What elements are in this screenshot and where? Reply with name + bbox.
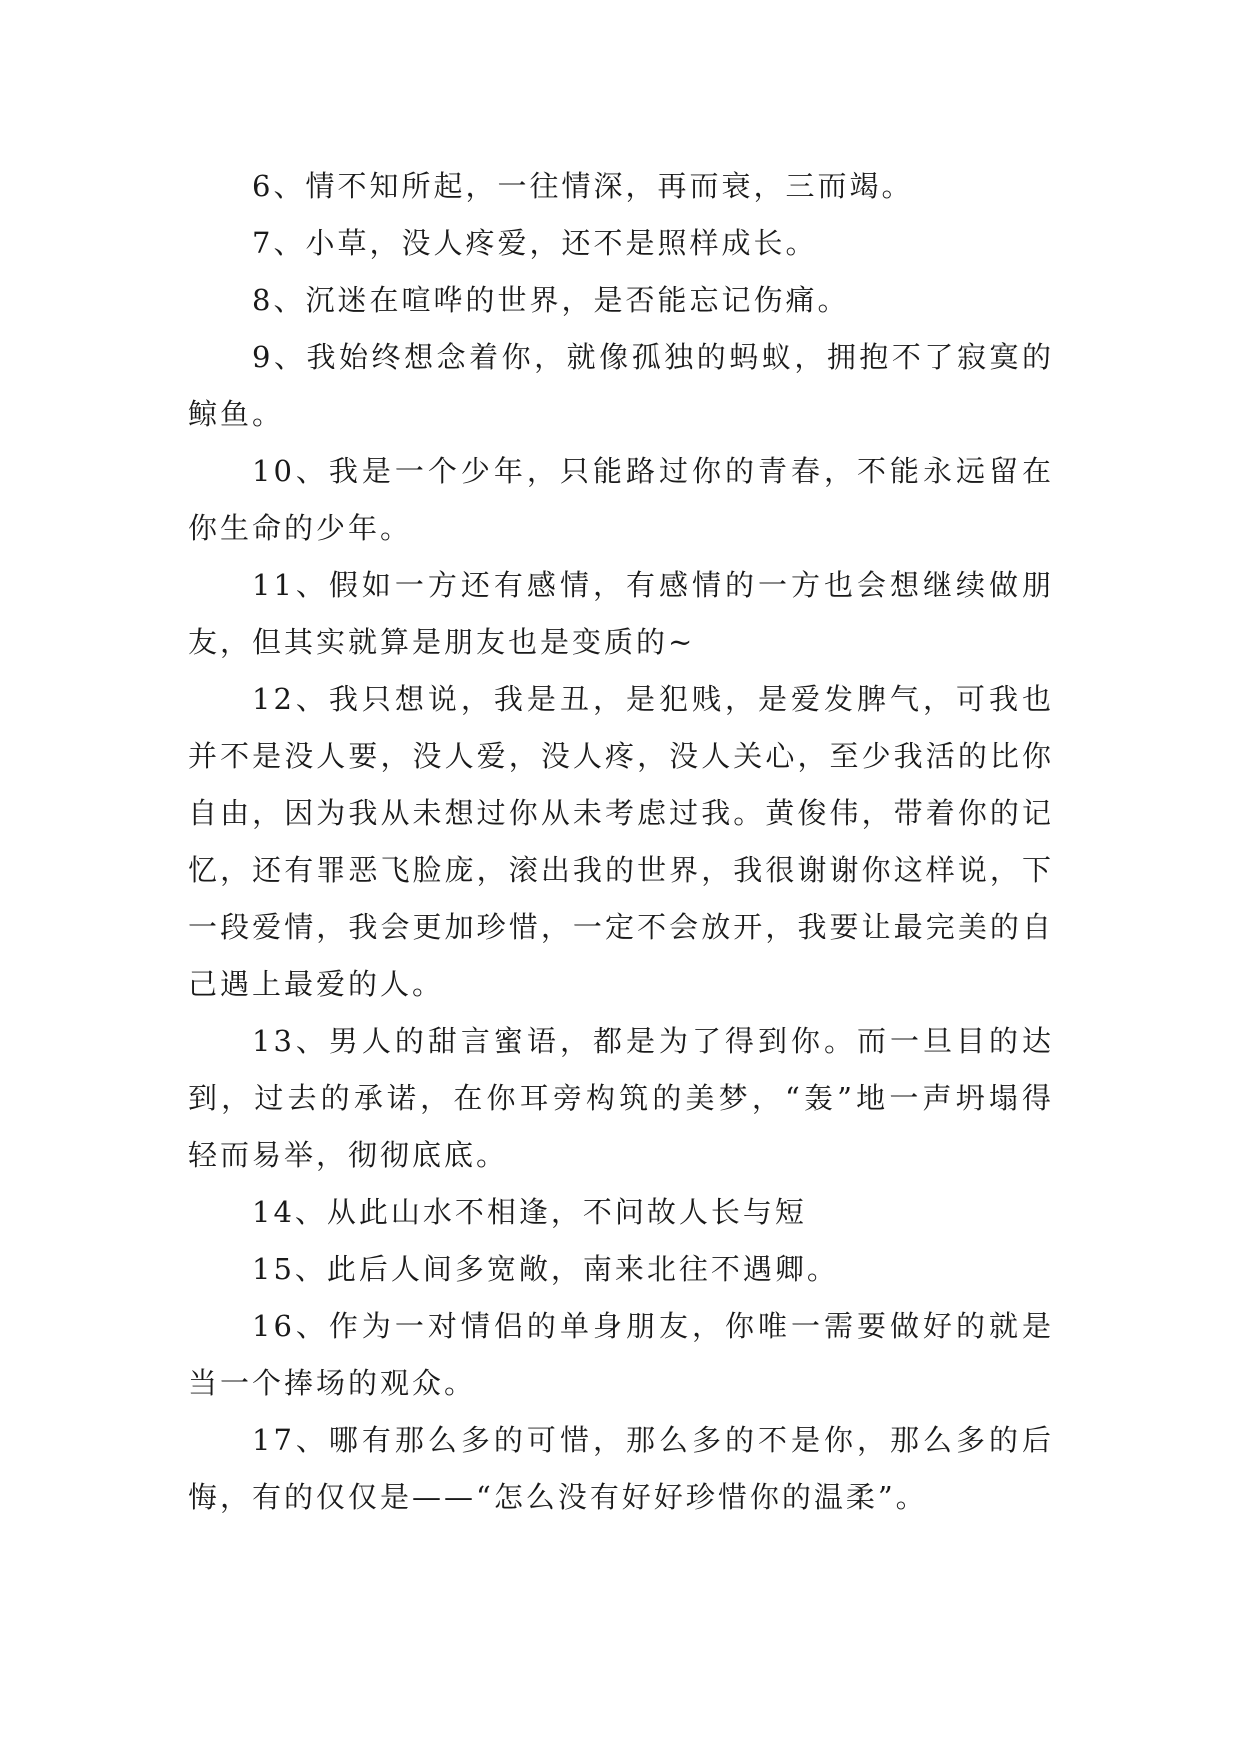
paragraph-17: 17、哪有那么多的可惜，那么多的不是你，那么多的后悔，有的仅仅是——“怎么没有好好珍惜你的温柔”。 xyxy=(188,1423,1054,1514)
paragraph-6: 6、情不知所起，一往情深，再而衰，三而竭。 xyxy=(252,169,914,203)
paragraph-7: 7、小草，没人疼爱，还不是照样成长。 xyxy=(252,226,818,260)
paragraph-9: 9、我始终想念着你，就像孤独的蚂蚁，拥抱不了寂寞的鲸鱼。 xyxy=(188,340,1054,431)
paragraph-13: 13、男人的甜言蜜语，都是为了得到你。而一旦目的达到，过去的承诺，在你耳旁构筑的美梦，“轰”地一声坍塌得轻而易举，彻彻底底。 xyxy=(188,1024,1054,1172)
paragraph-12: 12、我只想说，我是丑，是犯贱，是爱发脾气，可我也并不是没人要，没人爱，没人疼，没人关心，至少我活的比你自由，因为我从未想过你从未考虑过我。黄俊伟，带着你的记忆，还有罪恶飞脸庞，滚出我的世界，我很谢谢你这样说，下一段爱情，我会更加珍惜，一定不会放开，我要让最完美的自己遇上最爱的人。 xyxy=(188,682,1054,1001)
paragraph-11: 11、假如一方还有感情，有感情的一方也会想继续做朋友，但其实就算是朋友也是变质的~ xyxy=(188,568,1054,659)
paragraph-15: 15、此后人间多宽敞，南来北往不遇卿。 xyxy=(252,1252,839,1286)
paragraph-8: 8、沉迷在喧哗的世界，是否能忘记伤痛。 xyxy=(252,283,850,317)
document-body xyxy=(188,158,1054,1526)
paragraph-16: 16、作为一对情侣的单身朋友，你唯一需要做好的就是当一个捧场的观众。 xyxy=(188,1309,1054,1400)
paragraph-10: 10、我是一个少年，只能路过你的青春，不能永远留在你生命的少年。 xyxy=(188,454,1054,545)
paragraph-14: 14、从此山水不相逢，不问故人长与短 xyxy=(252,1195,807,1229)
